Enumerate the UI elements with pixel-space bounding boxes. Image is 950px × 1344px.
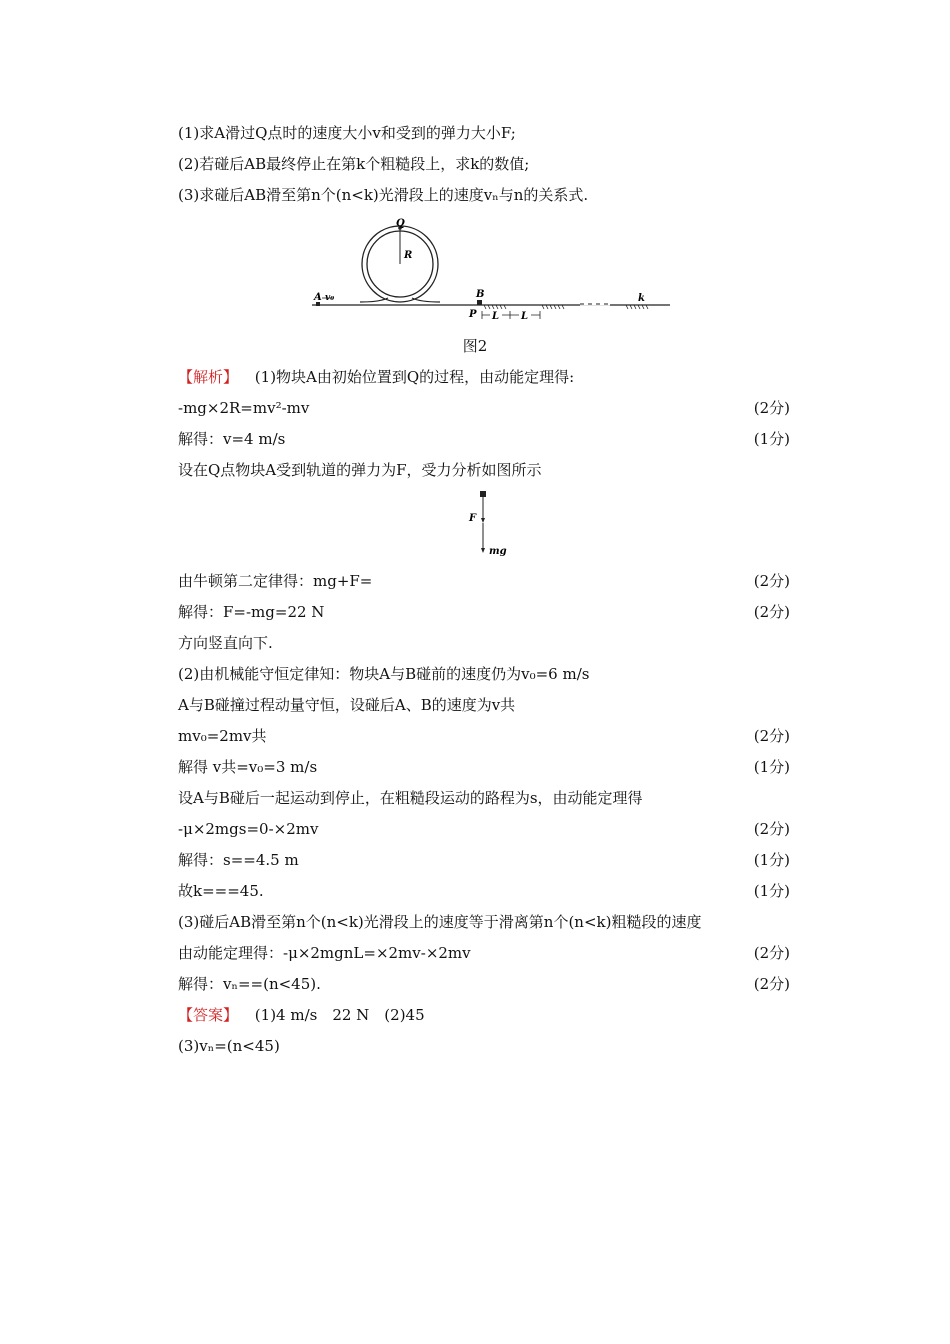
solution-text-14: 解得：s==4.5 m (178, 851, 299, 869)
solution-line-15 (178, 880, 790, 902)
solution-line-6 (178, 601, 790, 623)
solution-text-18: 解得：vₙ==(n<45). (178, 975, 321, 993)
label-Q: Q (396, 218, 405, 229)
solution-text-6: 解得：F=-mg=22 N (178, 603, 325, 621)
figure-2-track (310, 218, 680, 328)
score-label: (1分) (753, 851, 790, 869)
answer-text-1: (1)4 m/s 22 N (2)45 (254, 1006, 425, 1024)
answer-tag: 【答案】 (178, 1006, 239, 1024)
solution-line-12: 设A与B碰后一起运动到停止，在粗糙段运动的路程为s，由动能定理得 (178, 789, 643, 807)
solution-line-7: 方向竖直向下. (178, 634, 273, 652)
solution-line-16: (3)碰后AB滑至第n个(n<k)光滑段上的速度等于滑离第n个(n<k)粗糙段的速度 (178, 913, 702, 931)
solution-text-13: -μ×2mgs=0-×2mv (178, 820, 319, 838)
solution-line-14 (178, 849, 790, 871)
figure-caption: 图2 (462, 337, 488, 355)
solution-text-3: 解得：v=4 m/s (178, 430, 286, 448)
score-label: (1分) (753, 430, 790, 448)
solution-text-17: 由动能定理得：-μ×2mgnL=×2mv-×2mv (178, 944, 471, 962)
solution-line-11 (178, 756, 790, 778)
solution-line-2 (178, 397, 790, 419)
label-L2: L (521, 311, 529, 322)
label-L1: L (492, 311, 500, 322)
label-k: k (638, 293, 645, 304)
solution-tag: 【解析】 (178, 368, 239, 386)
label-v0: v₀ (325, 293, 335, 303)
answer-line-1 (178, 1004, 790, 1026)
solution-line-4: 设在Q点物块A受到轨道的弹力为F，受力分析如图所示 (178, 461, 542, 479)
solution-line-10 (178, 725, 790, 747)
score-label: (1分) (753, 758, 790, 776)
score-label: (2分) (753, 727, 790, 745)
solution-line-8: (2)由机械能守恒定律知：物块A与B碰前的速度仍为v₀=6 m/s (178, 665, 590, 683)
solution-text-15: 故k===45. (178, 882, 264, 900)
solution-line-13 (178, 818, 790, 840)
solution-text-1: (1)物块A由初始位置到Q的过程，由动能定理得: (254, 368, 575, 386)
solution-line-18 (178, 973, 790, 995)
score-label: (2分) (753, 572, 790, 590)
solution-line-17 (178, 942, 790, 964)
solution-text-2: -mg×2R=mv²-mv (178, 399, 310, 417)
label-A: A (314, 292, 322, 303)
score-label: (2分) (753, 944, 790, 962)
score-label: (2分) (753, 975, 790, 993)
label-R: R (404, 250, 413, 261)
score-label: (2分) (753, 399, 790, 417)
answer-line-2: (3)vₙ=(n<45) (178, 1037, 280, 1055)
label-F: F (469, 513, 477, 524)
force-diagram (462, 488, 522, 562)
score-label: (1分) (753, 882, 790, 900)
score-label: (2分) (753, 603, 790, 621)
solution-line-9: A与B碰撞过程动量守恒，设碰后A、B的速度为v共 (178, 696, 516, 714)
solution-line-3 (178, 428, 790, 450)
solution-line-1 (178, 366, 790, 388)
question-2: (2)若碰后AB最终停止在第k个粗糙段上，求k的数值; (178, 155, 530, 173)
question-1: (1)求A滑过Q点时的速度大小v和受到的弹力大小F; (178, 124, 516, 142)
score-label: (2分) (753, 820, 790, 838)
label-P: P (469, 309, 477, 320)
label-mg: mg (489, 546, 507, 557)
label-B: B (476, 289, 485, 300)
solution-line-5 (178, 570, 790, 592)
question-3: (3)求碰后AB滑至第n个(n<k)光滑段上的速度vₙ与n的关系式. (178, 186, 589, 204)
solution-text-10: mv₀=2mv共 (178, 727, 267, 745)
solution-text-11: 解得 v共=v₀=3 m/s (178, 758, 318, 776)
solution-text-5: 由牛顿第二定律得：mg+F= (178, 572, 373, 590)
